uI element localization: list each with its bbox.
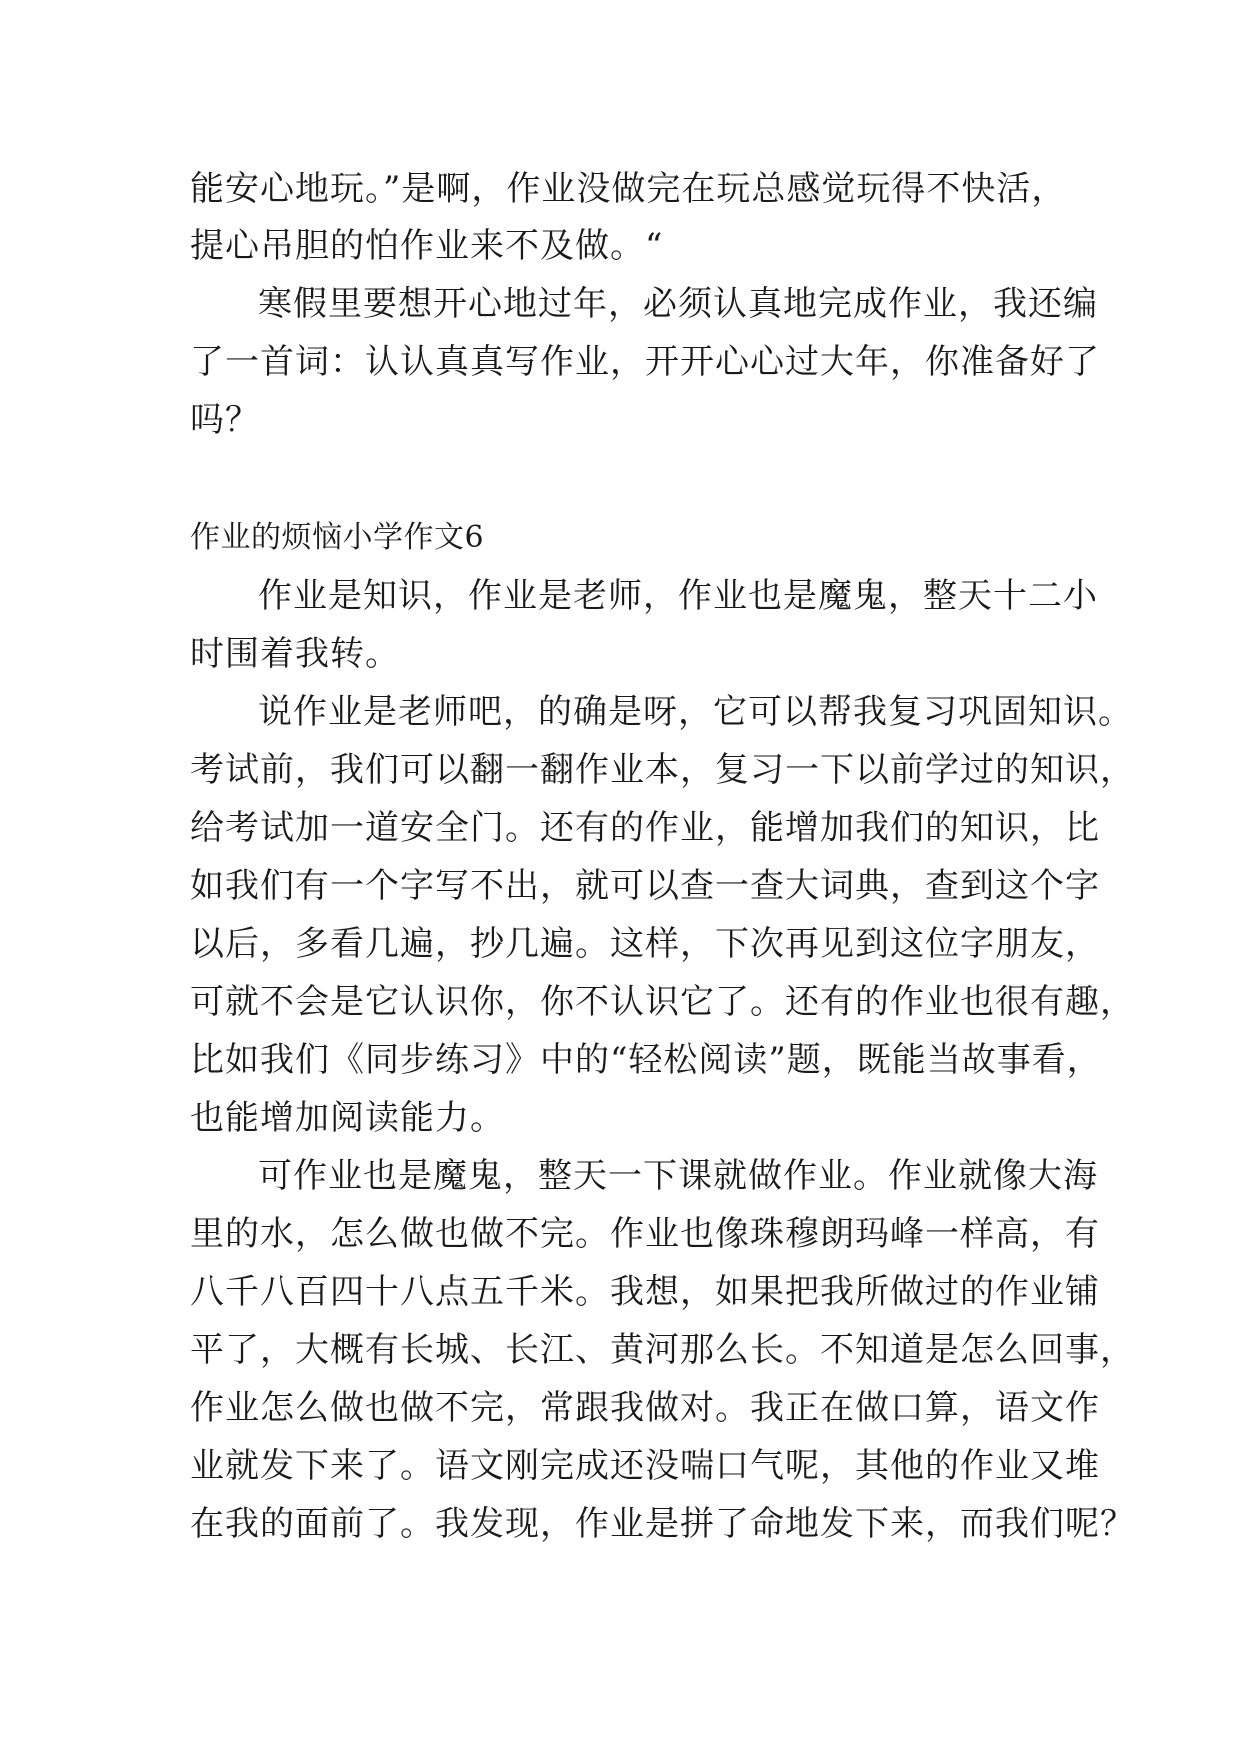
text-line: 里的水，怎么做也做不完。作业也像珠穆朗玛峰一样高，有 (190, 1214, 1100, 1254)
text-line: 作业怎么做也做不完，常跟我做对。我正在做口算，语文作 (190, 1388, 1100, 1428)
text-line: 在我的面前了。我发现，作业是拼了命地发下来，而我们呢？ (190, 1504, 1135, 1544)
text-line: 比如我们《同步练习》中的“轻松阅读”题，既能当故事看， (190, 1040, 1102, 1080)
text-line: 提心吊胆的怕作业来不及做。“ (190, 226, 664, 266)
section-title: 作业的烦恼小学作文6 (190, 520, 485, 555)
text-line: 如我们有一个字写不出，就可以查一查大词典，查到这个字 (190, 866, 1100, 906)
text-line: 了一首词：认认真真写作业，开开心心过大年，你准备好了 (190, 342, 1100, 382)
text-line: 可就不会是它认识你，你不认识它了。还有的作业也很有趣， (190, 982, 1135, 1022)
text-line: 业就发下来了。语文刚完成还没喘口气呢，其他的作业又堆 (190, 1446, 1100, 1486)
text-line: 平了，大概有长城、长江、黄河那么长。不知道是怎么回事， (190, 1330, 1135, 1370)
text-line: 给考试加一道安全门。还有的作业，能增加我们的知识，比 (190, 808, 1100, 848)
text-line: 说作业是老师吧，的确是呀，它可以帮我复习巩固知识。 (258, 692, 1133, 732)
text-line: 时围着我转。 (190, 634, 400, 674)
text-line: 能安心地玩。”是啊，作业没做完在玩总感觉玩得不快活， (190, 169, 1067, 209)
text-line: 寒假里要想开心地过年，必须认真地完成作业，我还编 (258, 284, 1098, 324)
text-line: 吗？ (190, 400, 260, 440)
text-line: 可作业也是魔鬼，整天一下课就做作业。作业就像大海 (258, 1156, 1098, 1196)
text-line: 作业是知识，作业是老师，作业也是魔鬼，整天十二小 (258, 576, 1098, 616)
text-line: 以后，多看几遍，抄几遍。这样，下次再见到这位字朋友， (190, 924, 1100, 964)
text-line: 八千八百四十八点五千米。我想，如果把我所做过的作业铺 (190, 1272, 1100, 1312)
text-line: 考试前，我们可以翻一翻作业本，复习一下以前学过的知识， (190, 750, 1135, 790)
text-line: 也能增加阅读能力。 (190, 1098, 505, 1138)
